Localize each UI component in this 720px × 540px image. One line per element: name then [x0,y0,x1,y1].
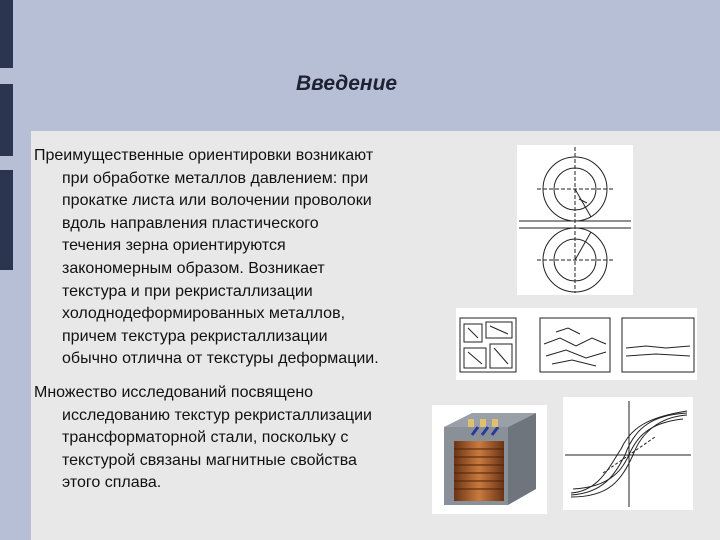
paragraph-transformer-steel: Множество исследований посвящено исследованию текстур рекристаллизации трансформаторной стали, поскольку с текстурой связаны магнитные свойства этого сплава. [34,384,372,492]
rolling-diagram-figure [517,145,633,295]
transformer-core-figure [432,405,547,514]
magnetization-curves-figure [563,397,693,510]
accent-bar-middle [0,84,13,156]
slide-title: Введение [296,72,398,95]
accent-bar-bottom [0,170,13,270]
paragraph-texture-formation: Преимущественные ориентировки возникают при обработке металлов давлением: при прокатке листа или волочении проволоки вдоль направления пластического течения зерна ориентируются закономерным образом. Возникает текстура и при рекристаллизации холоднодеформированных металлов, причем текстура рекристаллизации обычно отлична от текстуры деформации. [34,147,379,368]
accent-bar-top [0,0,13,68]
grain-structure-figure [456,308,697,380]
